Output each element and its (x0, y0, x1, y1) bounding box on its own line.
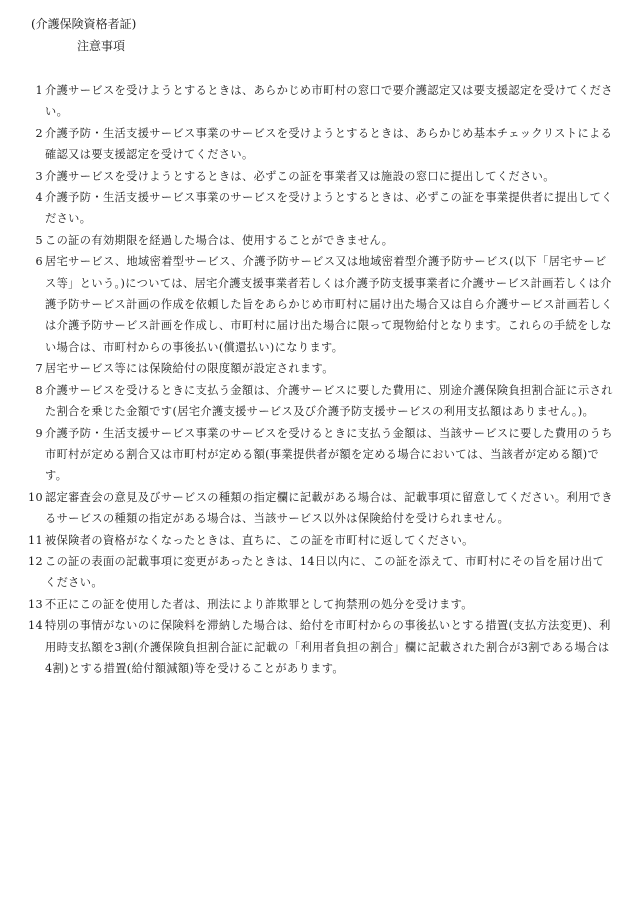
document-label: (介護保険資格者証) (31, 17, 137, 31)
note-item (22, 423, 614, 487)
note-item (22, 230, 614, 251)
note-item (22, 380, 614, 423)
note-text: 介護予防・生活支援サービス事業のサービスを受けるときに支払う金額は、当該サービスに要した費用のうち市町村が定める割合又は市町村が定める額(事業提供者が額を定める場合においては、当該者が定める額)です。 (45, 426, 613, 483)
note-item (22, 615, 614, 679)
note-text: 不正にこの証を使用した者は、刑法により詐欺罪として拘禁刑の処分を受けます。 (45, 597, 473, 611)
note-text: 介護予防・生活支援サービス事業のサービスを受けようとするときは、あらかじめ基本チェックリストによる確認又は要支援認定を受けてください。 (45, 126, 613, 162)
note-text: 被保険者の資格がなくなったときは、直ちに、この証を市町村に返してください。 (45, 533, 474, 547)
note-number: 11 (27, 533, 43, 547)
note-item (22, 487, 614, 530)
note-number: 6 (35, 255, 43, 269)
note-item (22, 358, 614, 379)
note-item (22, 530, 614, 551)
note-text: 介護予防・生活支援サービス事業のサービスを受けようとするときは、必ずこの証を事業提供者に提出してください。 (45, 191, 613, 226)
note-text: この証の表面の記載事項に変更があったときは、14日以内に、この証を添えて、市町村にその旨を届け出てください。 (45, 554, 605, 590)
note-number: 5 (35, 233, 43, 247)
note-number: 2 (35, 126, 43, 140)
note-text: 特別の事情がないのに保険料を滞納した場合は、給付を市町村からの事後払いとする措置(支払方法変更)、利用時支払額を3割(介護保険負担割合証に記載の「利用者負担の割合」欄に記載された割合が3割である場合は4割)とする措置(給付額減額)等を受けることがあります。 (45, 619, 611, 675)
note-number: 9 (35, 426, 43, 440)
note-number: 8 (35, 383, 43, 397)
note-item (22, 594, 614, 615)
note-number: 3 (35, 169, 43, 183)
note-item (22, 551, 614, 594)
note-item (22, 187, 614, 230)
note-text: 認定審査会の意見及びサービスの種類の指定欄に記載がある場合は、記載事項に留意してください。利用できるサービスの種類の指定がある場合は、当該サービス以外は保険給付を受けられません。 (45, 490, 613, 526)
note-item (22, 80, 614, 123)
note-number: 12 (27, 554, 43, 568)
note-text: 居宅サービス、地域密着型サービス、介護予防サービス又は地域密着型介護予防サービス(以下「居宅サービス等」という。)については、居宅介護支援事業者若しくは介護予防支援事業者に介護サービス計画若しくは介護予防サービス計画の作成を依頼した旨をあらかじめ市町村に届け出た場合又は自ら介護サービス計画若しくは介護予防サービス計画を作成し、市町村に届け出た場合に限って現物給付となります。これらの手続をしない場合は、市町村からの事後払い(償還払い)になります。 (45, 255, 613, 354)
note-text: 介護サービスを受けるときに支払う金額は、介護サービスに要した費用に、別途介護保険負担割合証に示された割合を乗じた金額です(居宅介護支援サービス及び介護予防支援サービスの利用支払額はありません。)。 (45, 383, 613, 419)
note-text: 介護サービスを受けようとするときは、必ずこの証を事業者又は施設の窓口に提出してください。 (45, 169, 555, 183)
note-text: 介護サービスを受けようとするときは、あらかじめ市町村の窓口で要介護認定又は要支援認定を受けてください。 (45, 84, 613, 119)
note-number: 4 (35, 191, 43, 205)
note-text: 居宅サービス等には保険給付の限度額が設定されます。 (45, 362, 334, 376)
note-text: この証の有効期限を経過した場合は、使用することができません。 (45, 233, 394, 247)
note-item (22, 251, 614, 358)
note-number: 14 (27, 619, 43, 633)
note-number: 7 (35, 362, 43, 376)
note-number: 13 (27, 597, 43, 611)
notes-list (22, 80, 614, 679)
page-title: 注意事項 (77, 39, 126, 53)
note-item (22, 166, 614, 187)
note-number: 1 (35, 84, 43, 97)
note-number: 10 (27, 490, 43, 504)
note-item (22, 123, 614, 166)
